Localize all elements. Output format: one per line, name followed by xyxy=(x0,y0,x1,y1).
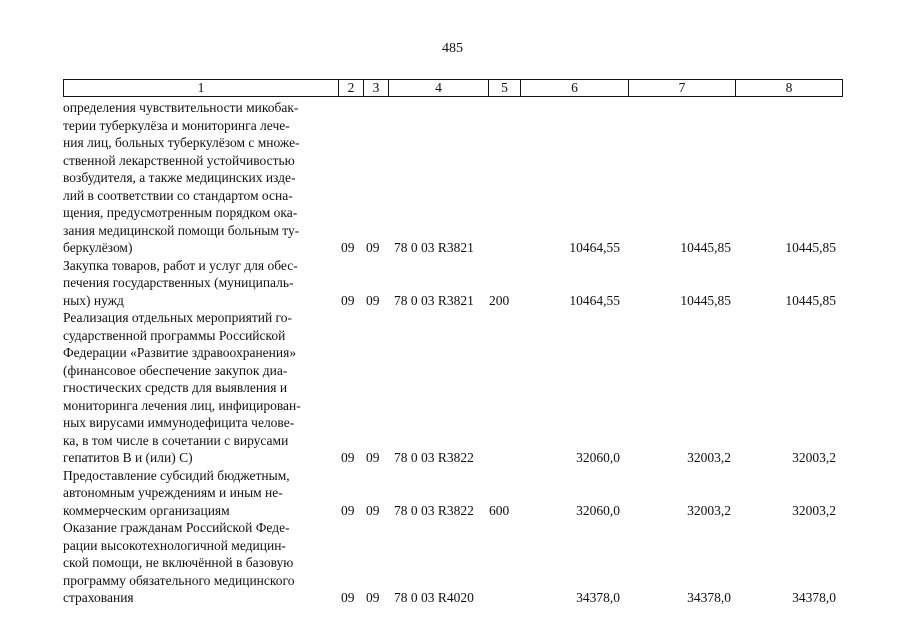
row-amount-col8: 34378,0 xyxy=(792,590,836,605)
row-subsection-code: 09 xyxy=(366,450,380,465)
description-line: ственной лекарственной устойчивостью xyxy=(63,152,295,168)
description-line: гепатитов В и (или) С) xyxy=(63,450,193,465)
table-row xyxy=(63,467,842,520)
description-line: автономным учреждениям и иным не- xyxy=(63,485,283,500)
row-description xyxy=(63,309,338,467)
description-line: (финансовое обеспечение закупок диа- xyxy=(63,362,288,378)
description-line: Оказание гражданам Российской Феде- xyxy=(63,520,290,535)
row-section-code: 09 xyxy=(341,292,355,308)
description-line: лий в соответствии со стандартом осна- xyxy=(63,187,293,203)
row-amount-col6: 10464,55 xyxy=(569,292,620,308)
header-col-6: 6 xyxy=(521,80,629,97)
table-row xyxy=(63,519,842,607)
header-row xyxy=(64,80,843,97)
description-line: коммерческим организациям xyxy=(63,502,230,518)
row-amount-col8: 32003,2 xyxy=(792,502,836,518)
row-target-article-code: 78 0 03 R3822 xyxy=(394,450,474,465)
header-col-1: 1 xyxy=(64,80,339,97)
description-line: возбудителя, а также медицинских изде- xyxy=(63,170,296,185)
row-subsection-code: 09 xyxy=(366,240,380,255)
row-amount-col6: 32060,0 xyxy=(576,502,620,518)
row-description xyxy=(63,99,338,257)
description-line: ных) нужд xyxy=(63,292,124,308)
description-line: ка, в том числе в сочетании с вирусами xyxy=(63,432,289,448)
row-amount-col8: 10445,85 xyxy=(785,240,836,255)
row-amount-col7: 32003,2 xyxy=(687,502,731,518)
row-amount-col6: 10464,55 xyxy=(569,240,620,255)
row-amount-col8: 32003,2 xyxy=(792,450,836,465)
row-expense-type-code: 200 xyxy=(489,292,510,308)
description-line: программу обязательного медицинского xyxy=(63,572,295,588)
description-line: беркулёзом) xyxy=(63,240,133,255)
row-target-article-code: 78 0 03 R3821 xyxy=(394,292,474,308)
description-line: щения, предусмотренным порядком ока- xyxy=(63,205,298,220)
budget-table xyxy=(63,99,842,607)
table-row xyxy=(63,309,842,467)
row-subsection-code: 09 xyxy=(366,502,380,518)
row-subsection-code: 09 xyxy=(366,590,380,605)
header-col-3: 3 xyxy=(364,80,389,97)
header-col-8: 8 xyxy=(736,80,843,97)
description-line: ных вирусами иммунодефицита челове- xyxy=(63,415,295,430)
table-row xyxy=(63,99,842,257)
description-line: гностических средств для выявления и xyxy=(63,380,288,395)
column-header-table xyxy=(63,79,843,97)
row-section-code: 09 xyxy=(341,502,355,518)
header-col-2: 2 xyxy=(339,80,364,97)
row-amount-col7: 32003,2 xyxy=(687,450,731,465)
row-amount-col7: 10445,85 xyxy=(680,292,731,308)
header-col-7: 7 xyxy=(629,80,736,97)
row-target-article-code: 78 0 03 R3822 xyxy=(394,502,474,518)
description-line: ния лиц, больных туберкулёзом с множе- xyxy=(63,135,300,150)
description-line: терии туберкулёза и мониторинга лече- xyxy=(63,117,290,133)
table-row xyxy=(63,257,842,310)
description-line: определения чувствительности микобак- xyxy=(63,100,299,115)
row-amount-col6: 32060,0 xyxy=(576,450,620,465)
row-target-article-code: 78 0 03 R4020 xyxy=(394,590,474,605)
row-expense-type-code xyxy=(488,99,520,257)
description-line: сударственной программы Российской xyxy=(63,327,286,343)
row-amount-col8: 10445,85 xyxy=(785,292,836,308)
description-line: Предоставление субсидий бюджетным, xyxy=(63,467,290,483)
header-col-5: 5 xyxy=(489,80,521,97)
row-amount-col7: 10445,85 xyxy=(680,240,731,255)
description-line: зания медицинской помощи больным ту- xyxy=(63,222,300,238)
row-section-code: 09 xyxy=(341,240,355,255)
row-description xyxy=(63,257,338,310)
description-line: Закупка товаров, работ и услуг для обес- xyxy=(63,257,298,273)
header-col-4: 4 xyxy=(389,80,489,97)
row-target-article-code: 78 0 03 R3821 xyxy=(394,240,474,255)
description-line: страхования xyxy=(63,590,134,605)
description-line: мониторинга лечения лиц, инфицирован- xyxy=(63,397,301,413)
row-description xyxy=(63,519,338,607)
row-subsection-code: 09 xyxy=(366,292,380,308)
page-number: 485 xyxy=(442,41,463,56)
description-line: печения государственных (муниципаль- xyxy=(63,275,294,290)
row-expense-type-code xyxy=(488,309,520,467)
row-expense-type-code xyxy=(488,519,520,607)
row-description xyxy=(63,467,338,520)
row-expense-type-code: 600 xyxy=(489,502,510,518)
row-section-code: 09 xyxy=(341,450,355,465)
row-section-code: 09 xyxy=(341,590,355,605)
description-line: Федерации «Развитие здравоохранения» xyxy=(63,345,297,360)
description-line: рации высокотехнологичной медицин- xyxy=(63,537,286,553)
row-amount-col7: 34378,0 xyxy=(687,590,731,605)
description-line: ской помощи, не включённой в базовую xyxy=(63,555,294,570)
row-amount-col6: 34378,0 xyxy=(576,590,620,605)
description-line: Реализация отдельных мероприятий го- xyxy=(63,310,292,325)
